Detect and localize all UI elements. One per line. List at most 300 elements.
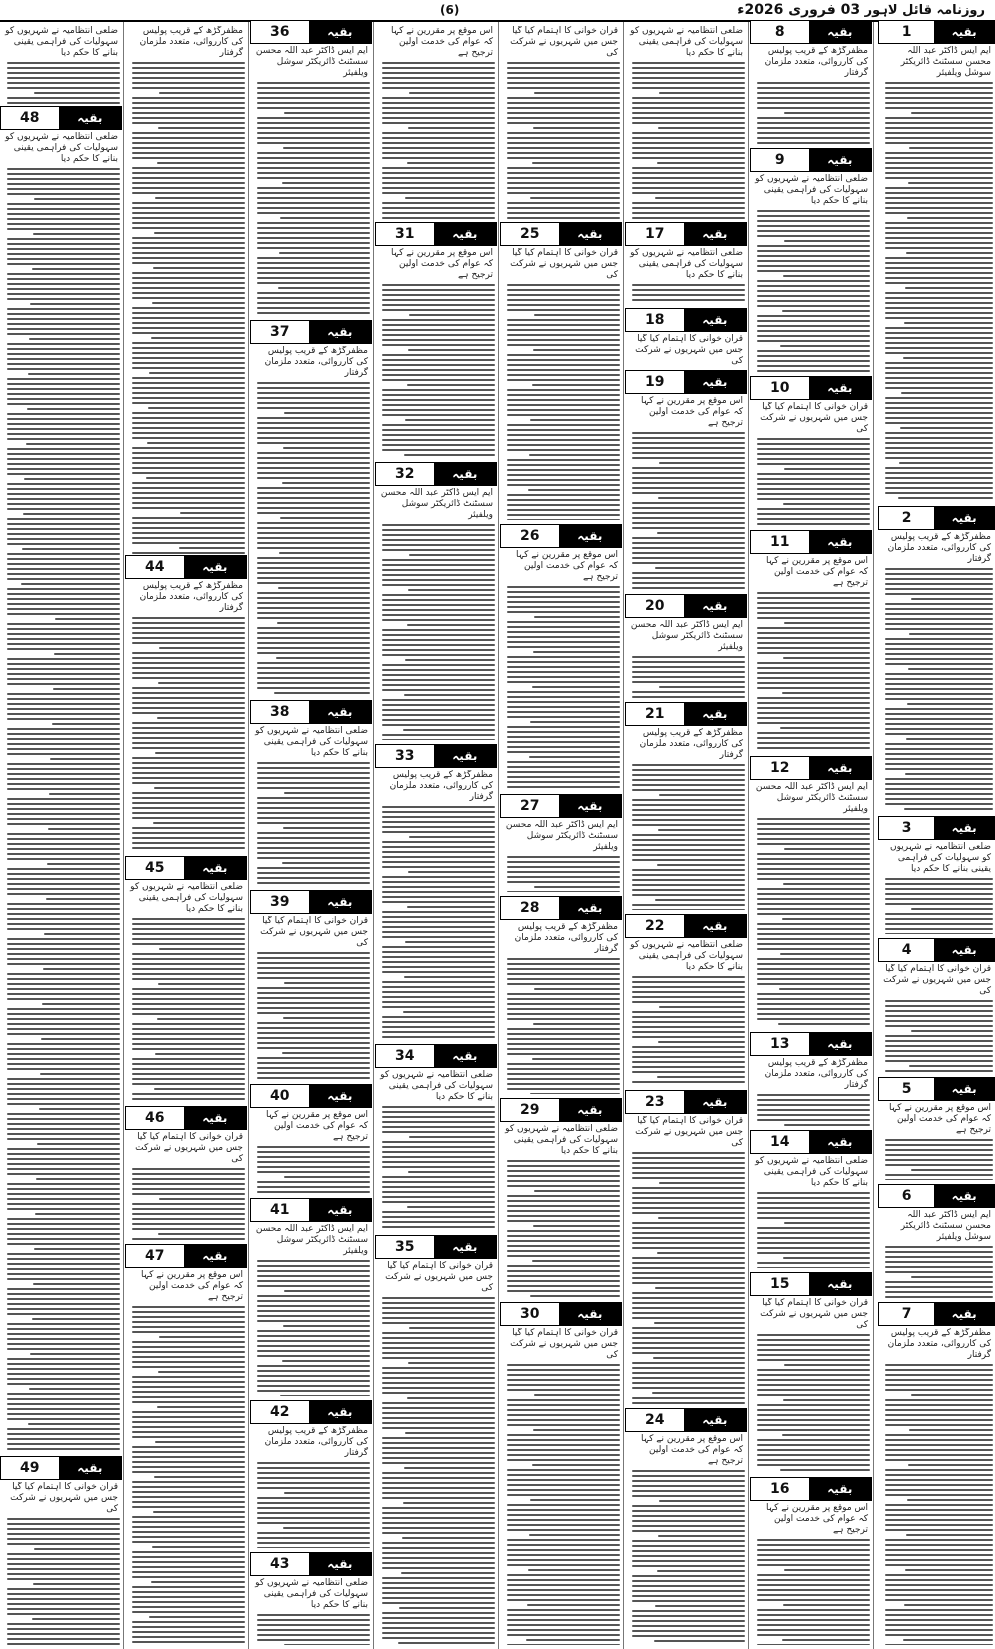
text-line <box>132 147 245 149</box>
text-line <box>7 498 120 500</box>
text-line <box>885 1296 993 1298</box>
text-line <box>157 717 246 719</box>
text-line <box>533 127 620 129</box>
text-line <box>132 1376 245 1378</box>
text-line <box>382 634 495 636</box>
text-line <box>132 1391 245 1393</box>
page-number: (6) <box>440 3 460 17</box>
text-line <box>7 1118 120 1120</box>
text-line <box>757 245 870 247</box>
text-line <box>382 996 495 998</box>
text-line <box>507 963 620 965</box>
text-line <box>632 1081 745 1083</box>
text-line <box>507 621 620 623</box>
article-text <box>752 1156 870 1268</box>
text-line <box>132 462 245 464</box>
text-line <box>757 943 870 945</box>
text-line <box>654 1322 745 1324</box>
text-line <box>382 1312 495 1314</box>
text-line <box>382 931 495 933</box>
text-line <box>382 956 495 958</box>
text-line <box>132 1436 245 1438</box>
text-line <box>757 1008 870 1010</box>
text-line <box>885 457 993 459</box>
text-line <box>757 888 870 890</box>
text-line <box>257 202 370 204</box>
text-line <box>507 359 620 361</box>
continuation-section <box>250 890 372 1084</box>
text-line <box>257 1390 370 1392</box>
text-line <box>382 739 495 740</box>
text-line <box>382 639 495 641</box>
article-text <box>127 581 245 852</box>
text-line <box>783 1257 870 1259</box>
text-line <box>132 722 245 724</box>
text-line <box>7 988 120 990</box>
text-line <box>885 167 993 169</box>
text-line <box>7 973 120 975</box>
text-line <box>7 568 120 570</box>
text-line <box>44 933 120 935</box>
text-line <box>408 127 495 129</box>
text-line <box>257 812 370 814</box>
text-line <box>24 478 120 480</box>
text-line <box>507 1554 620 1556</box>
text-line <box>632 102 745 104</box>
text-line <box>257 877 370 879</box>
text-line <box>7 1063 120 1065</box>
text-line <box>7 668 120 670</box>
text-line <box>7 1538 120 1540</box>
text-line <box>7 858 120 860</box>
text-line <box>507 67 620 69</box>
text-line <box>159 1336 245 1338</box>
text-line <box>7 1558 120 1560</box>
continuation-label: بقیہ <box>559 897 621 919</box>
text-line <box>632 117 745 119</box>
text-line <box>257 852 370 854</box>
text-line <box>132 97 245 99</box>
text-line <box>632 1152 745 1154</box>
text-line <box>382 901 495 903</box>
text-line <box>757 1574 870 1576</box>
text-line <box>885 332 993 334</box>
text-line <box>507 776 620 778</box>
text-line <box>257 1151 370 1153</box>
text-line <box>409 836 495 838</box>
text-line <box>257 1310 370 1312</box>
text-line <box>7 428 120 430</box>
text-line <box>132 1636 245 1638</box>
text-line <box>132 517 245 519</box>
text-line <box>382 439 495 441</box>
text-line <box>911 1169 993 1171</box>
text-line <box>280 1395 370 1396</box>
text-line <box>632 467 745 469</box>
text-line <box>757 1559 870 1561</box>
text-line <box>52 723 120 725</box>
text-line <box>632 537 745 539</box>
text-line <box>7 448 120 450</box>
text-line <box>7 1278 120 1280</box>
text-line <box>885 117 993 119</box>
text-line <box>7 413 120 415</box>
text-line <box>7 223 120 225</box>
text-line <box>132 617 245 619</box>
text-line <box>409 1327 495 1329</box>
text-line <box>408 1362 495 1364</box>
text-line <box>7 953 120 955</box>
text-line <box>7 102 120 104</box>
text-line <box>7 533 120 535</box>
text-line <box>632 981 745 983</box>
text-line <box>382 67 495 69</box>
text-line <box>257 387 370 389</box>
text-line <box>7 903 120 905</box>
text-line <box>7 238 120 240</box>
text-line <box>632 1485 745 1487</box>
text-line <box>23 513 120 515</box>
text-line <box>909 1065 993 1067</box>
text-line <box>784 622 870 624</box>
text-line <box>507 1018 620 1020</box>
text-line <box>885 573 993 575</box>
text-sample: ضلعی انتظامیہ نے شہریوں کو سہولیات کی فراہمی یقینی بنانے کا حکم دیا <box>630 248 743 280</box>
text-line <box>257 297 370 299</box>
text-line <box>885 693 993 695</box>
text-line <box>132 1551 245 1553</box>
continuation-label: بقیہ <box>309 1199 371 1221</box>
text-line <box>382 1001 495 1003</box>
text-line <box>507 304 620 306</box>
continuation-marker <box>0 1456 122 1480</box>
text-line <box>7 698 120 700</box>
text-line <box>632 1342 745 1344</box>
text-line <box>382 684 495 686</box>
text-line <box>257 157 370 159</box>
text-line <box>382 579 495 581</box>
text-line <box>885 768 993 770</box>
text-line <box>257 802 370 804</box>
text-line <box>7 1418 120 1420</box>
text-line <box>507 414 620 416</box>
text-line <box>632 1312 745 1314</box>
text-line <box>757 265 870 267</box>
text-line <box>382 324 495 326</box>
text-sample: قرآن خوانی کا اہتمام کیا گیا جس میں شہریوں نے شرکت کی <box>510 26 618 58</box>
text-line <box>132 257 245 259</box>
column-rule <box>248 22 249 1649</box>
text-line <box>507 1439 620 1441</box>
text-line <box>757 1013 870 1015</box>
text-line <box>885 1174 993 1176</box>
text-line <box>632 137 745 139</box>
text-line <box>885 372 993 374</box>
text-line <box>757 295 870 297</box>
text-line <box>158 983 245 985</box>
text-line <box>382 816 495 818</box>
text-line <box>382 619 495 621</box>
text-line <box>7 1378 120 1380</box>
text-line <box>906 738 993 740</box>
continuation-section <box>250 700 372 890</box>
text-line <box>885 362 993 364</box>
text-line <box>7 328 120 330</box>
text-line <box>632 1001 745 1003</box>
text-line <box>757 488 870 490</box>
section-number: 18 <box>645 312 665 328</box>
text-line <box>7 1153 120 1155</box>
text-line <box>757 270 870 272</box>
text-line <box>885 422 993 424</box>
text-line <box>885 683 993 685</box>
text-line <box>757 137 870 139</box>
text-line <box>632 472 745 474</box>
text-line <box>885 708 993 710</box>
text-line <box>529 1534 620 1536</box>
text-line <box>7 1138 120 1140</box>
text-line <box>632 562 745 564</box>
text-line <box>632 1036 745 1038</box>
text-line <box>132 167 245 169</box>
text-line <box>507 389 620 391</box>
text-line <box>257 1181 370 1183</box>
continuation-label: بقیہ <box>809 1131 871 1153</box>
text-line <box>382 991 495 993</box>
text-line <box>7 1543 120 1545</box>
text-line <box>35 1213 120 1215</box>
continuation-marker <box>878 506 995 530</box>
text-line <box>132 102 245 104</box>
text-line <box>7 1398 120 1400</box>
text-line <box>257 787 370 789</box>
text-line <box>132 1531 245 1533</box>
text-line <box>632 1187 745 1189</box>
text-line <box>757 828 870 830</box>
text-line <box>885 447 993 449</box>
text-line <box>7 643 120 645</box>
text-line <box>132 137 245 139</box>
text-line <box>757 305 870 307</box>
article-text <box>627 26 745 222</box>
continuation-section <box>878 938 995 1077</box>
text-line <box>907 1499 993 1501</box>
text-line <box>527 1604 620 1606</box>
text-line <box>155 1441 245 1443</box>
text-line <box>757 87 870 89</box>
text-line <box>632 1372 745 1374</box>
continuation-section <box>500 222 622 524</box>
section-number: 40 <box>270 1088 290 1104</box>
text-line <box>885 267 993 269</box>
text-line <box>7 748 120 750</box>
text-line <box>632 1257 745 1259</box>
text-line <box>132 122 245 124</box>
article-text <box>752 402 870 526</box>
text-line <box>382 1422 495 1424</box>
text-line <box>382 1221 495 1223</box>
text-line <box>284 982 370 984</box>
text-line <box>757 1414 870 1416</box>
text-line <box>257 292 370 294</box>
text-line <box>655 197 745 199</box>
text-line <box>885 107 993 109</box>
text-line <box>632 294 745 296</box>
text-line <box>382 714 495 716</box>
text-line <box>885 1159 993 1161</box>
text-line <box>507 1589 620 1591</box>
text-line <box>132 622 245 624</box>
text-line <box>757 998 870 1000</box>
section-number: 10 <box>770 380 790 396</box>
text-line <box>7 678 120 680</box>
section-number: 26 <box>520 528 540 544</box>
text-line <box>382 1542 495 1544</box>
text-line <box>40 1073 120 1075</box>
text-line <box>632 1262 745 1264</box>
text-line <box>885 482 993 484</box>
text-line <box>132 312 245 314</box>
text-line <box>507 1180 620 1182</box>
text-line <box>7 1403 120 1405</box>
section-number: 19 <box>645 374 665 390</box>
text-line <box>39 1108 120 1110</box>
article-text <box>752 1058 870 1126</box>
text-line <box>132 87 245 89</box>
text-line <box>757 667 870 669</box>
text-line <box>7 1068 120 1070</box>
text-line <box>132 1526 245 1528</box>
text-line <box>909 147 993 149</box>
text-line <box>382 1352 495 1354</box>
text-line <box>158 127 245 129</box>
text-line <box>7 82 120 84</box>
text-line <box>33 1583 120 1585</box>
text-line <box>382 182 495 184</box>
text-line <box>34 1248 120 1250</box>
text-line <box>885 778 993 780</box>
text-line <box>7 1233 120 1235</box>
text-line <box>885 1539 993 1541</box>
text-line <box>132 1536 245 1538</box>
continuation-section <box>500 896 622 1098</box>
text-line <box>257 512 370 514</box>
text-sample: ضلعی انتظامیہ نے شہریوں کو سہولیات کی فراہمی یقینی بنانے کا حکم دیا <box>5 132 118 164</box>
text-line <box>408 589 495 591</box>
text-line <box>407 1206 496 1208</box>
text-line <box>132 1591 245 1593</box>
text-line <box>632 904 745 906</box>
text-line <box>885 593 993 595</box>
text-line <box>7 943 120 945</box>
section-number: 12 <box>770 760 790 776</box>
text-line <box>404 454 495 456</box>
continuation-marker <box>250 1400 372 1424</box>
text-line <box>885 1419 993 1421</box>
text-line <box>257 687 370 689</box>
text-line <box>132 1501 245 1503</box>
text-line <box>132 1173 245 1175</box>
text-line <box>507 586 620 588</box>
text-line <box>407 162 496 164</box>
text-line <box>757 230 870 232</box>
text-line <box>257 592 370 594</box>
text-line <box>257 192 370 194</box>
text-line <box>885 387 993 389</box>
text-line <box>784 112 870 114</box>
text-line <box>382 399 495 401</box>
continuation-marker <box>878 938 995 962</box>
text-line <box>906 1534 993 1536</box>
text-line <box>757 235 870 237</box>
text-line <box>507 1364 620 1366</box>
text-line <box>277 622 370 624</box>
text-line <box>132 412 245 414</box>
text-line <box>382 354 495 356</box>
text-line <box>885 1154 993 1156</box>
text-sample: اس موقع پر مقررین نے کہا کہ عوام کی خدمت اولین ترجیح ہے <box>766 556 868 588</box>
text-line <box>784 1569 870 1571</box>
text-line <box>7 1428 120 1430</box>
text-line <box>885 588 993 590</box>
text-line <box>382 821 495 823</box>
continuation-label: بقیہ <box>309 21 371 43</box>
text-line <box>257 1191 370 1193</box>
continuation-label: بقیہ <box>809 149 871 171</box>
text-line <box>7 1013 120 1015</box>
text-line <box>885 653 993 655</box>
text-line <box>507 329 620 331</box>
text-line <box>7 1608 120 1610</box>
text-line <box>30 303 120 305</box>
text-line <box>885 1624 993 1626</box>
text-line <box>654 1640 745 1642</box>
text-line <box>885 1489 993 1491</box>
text-line <box>382 62 495 64</box>
text-line <box>532 384 621 386</box>
text-line <box>257 267 370 269</box>
text-line <box>632 824 745 826</box>
text-line <box>658 829 745 831</box>
text-line <box>507 1484 620 1486</box>
text-line <box>507 1479 620 1481</box>
text-line <box>257 527 370 529</box>
text-line <box>529 454 620 456</box>
text-line <box>632 1352 745 1354</box>
text-line <box>885 608 993 610</box>
section-number: 25 <box>520 226 540 242</box>
text-line <box>885 1369 993 1371</box>
text-line <box>885 1584 993 1586</box>
text-line <box>404 694 495 696</box>
article-text <box>252 346 370 696</box>
text-line <box>257 1280 370 1282</box>
text-line <box>507 1374 620 1376</box>
text-line <box>632 1016 745 1018</box>
text-line <box>22 548 120 550</box>
continuation-section <box>625 1408 747 1649</box>
text-line <box>885 1281 993 1283</box>
continuation-label: بقیہ <box>809 1273 871 1295</box>
text-line <box>132 1073 245 1075</box>
continuation-section <box>250 1400 372 1552</box>
text-line <box>257 1517 370 1519</box>
text-line <box>7 72 120 74</box>
text-line <box>632 1475 745 1477</box>
text-line <box>885 277 993 279</box>
text-line <box>257 492 370 494</box>
text-line <box>7 1263 120 1265</box>
